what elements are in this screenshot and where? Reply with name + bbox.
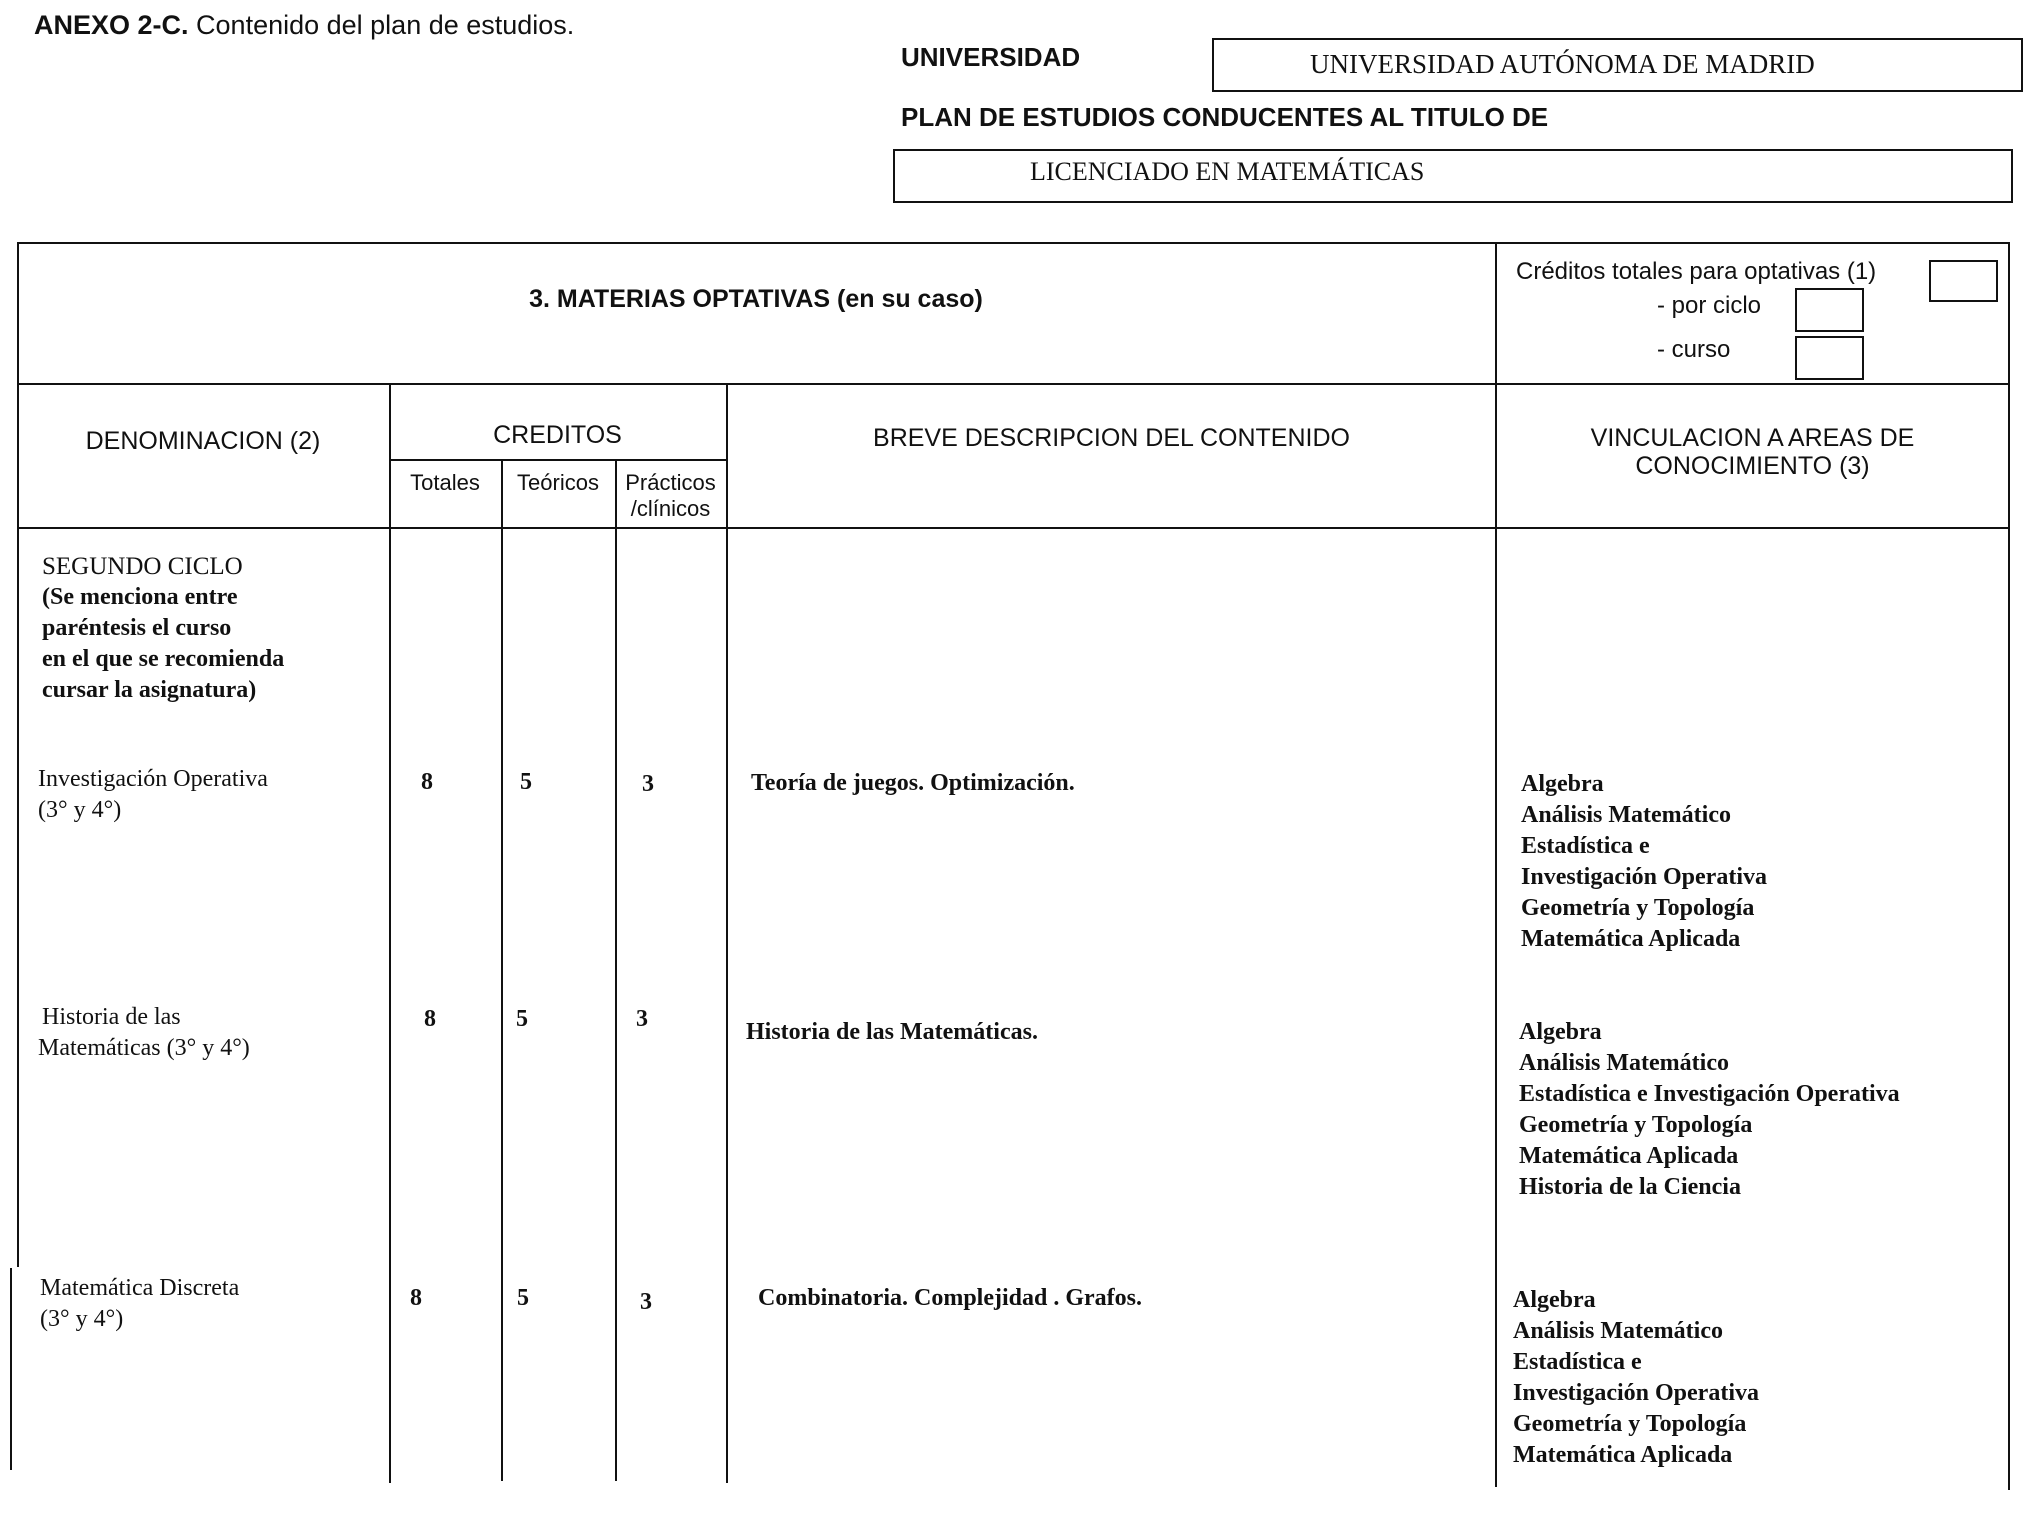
table-top-border (17, 242, 2010, 244)
area-item: Matemática Aplicada (1519, 1143, 1739, 1169)
creditos-totales: 8 (421, 769, 433, 795)
creditos-totales: 8 (410, 1285, 422, 1311)
col-practicos-line2: /clínicos (630, 496, 711, 521)
area-item: Análisis Matemático (1519, 1050, 1729, 1076)
subject-description: Teoría de juegos. Optimización. (751, 770, 1075, 796)
header-separator (17, 383, 2010, 385)
university-label: UNIVERSIDAD (901, 42, 1081, 72)
area-item: Algebra (1521, 771, 1604, 797)
area-item: Análisis Matemático (1513, 1318, 1723, 1344)
area-item: Estadística e (1513, 1349, 1642, 1375)
col-vinculacion (1497, 424, 2008, 480)
creditos-practicos: 3 (640, 1289, 652, 1315)
denominacion-divider (389, 383, 391, 1483)
area-item: Matemática Aplicada (1521, 926, 1741, 952)
area-item: Estadística e Investigación Operativa (1519, 1081, 1900, 1107)
creditos-totales: 8 (424, 1006, 436, 1032)
subject-description: Combinatoria. Complejidad . Grafos. (758, 1285, 1142, 1311)
creditos-teoricos: 5 (520, 769, 532, 795)
subject-name-line: (3° y 4°) (38, 797, 122, 823)
optativas-total-label: Créditos totales para optativas (1) (1516, 258, 1877, 285)
subject-description: Historia de las Matemáticas. (746, 1019, 1038, 1045)
subject-name-line: Investigación Operativa (38, 766, 268, 792)
subject-name-line: (3° y 4°) (40, 1306, 124, 1332)
university-value: UNIVERSIDAD AUTÓNOMA DE MADRID (1310, 49, 1815, 79)
subject-name (38, 764, 268, 826)
por-ciclo-label: - por ciclo (1657, 292, 1762, 319)
table-left-border-lower (10, 1268, 12, 1470)
ciclo-note-line: (Se menciona entre (42, 584, 238, 610)
area-item: Geometría y Topología (1513, 1411, 1747, 1437)
degree-plan-label: PLAN DE ESTUDIOS CONDUCENTES AL TITULO DE (901, 102, 1549, 132)
area-item: Geometría y Topología (1521, 895, 1755, 921)
creditos-teoricos: 5 (516, 1006, 528, 1032)
totales-divider (501, 459, 503, 1481)
area-item: Investigación Operativa (1521, 864, 1767, 890)
ciclo-note-line: paréntesis el curso (42, 615, 232, 641)
knowledge-areas (1513, 1285, 1759, 1471)
ciclo-title: SEGUNDO CICLO (42, 553, 243, 580)
descripcion-divider (726, 383, 728, 1483)
area-item: Algebra (1513, 1287, 1596, 1313)
area-item: Algebra (1519, 1019, 1602, 1045)
col-denominacion: DENOMINACION (2) (85, 427, 321, 455)
area-item: Matemática Aplicada (1513, 1442, 1733, 1468)
annex-title (34, 10, 574, 41)
por-ciclo-box[interactable] (1795, 288, 1864, 332)
creditos-practicos: 3 (636, 1006, 648, 1032)
annex-label: ANEXO 2-C. (34, 10, 189, 40)
section-title: 3. MATERIAS OPTATIVAS (en su caso) (529, 285, 983, 313)
subject-name (38, 1002, 250, 1064)
area-item: Estadística e (1521, 833, 1650, 859)
knowledge-areas (1521, 769, 1767, 955)
subject-name-line: Matemáticas (3° y 4°) (38, 1035, 250, 1061)
ciclo-note-line: cursar la asignatura) (42, 677, 257, 703)
col-totales: Totales (410, 470, 480, 495)
col-creditos: CREDITOS (493, 421, 622, 449)
curso-box[interactable] (1795, 336, 1864, 380)
optativas-total-box[interactable] (1929, 260, 1998, 302)
area-item: Análisis Matemático (1521, 802, 1731, 828)
degree-value: LICENCIADO EN MATEMÁTICAS (1030, 157, 1425, 186)
curso-label: - curso (1657, 336, 1731, 363)
subject-name-line: Matemática Discreta (40, 1275, 240, 1301)
subject-name-line: Historia de las (42, 1004, 181, 1030)
creditos-practicos: 3 (642, 771, 654, 797)
creditos-separator (389, 459, 728, 461)
col-vinculacion-line1: VINCULACION A AREAS DE (1590, 424, 1915, 452)
table-right-border (2008, 242, 2010, 1490)
table-left-border (17, 242, 19, 1267)
col-descripcion: BREVE DESCRIPCION DEL CONTENIDO (873, 424, 1350, 452)
teoricos-divider (615, 459, 617, 1481)
knowledge-areas (1519, 1017, 1900, 1203)
segundo-ciclo-note (42, 551, 284, 706)
col-practicos (615, 470, 726, 522)
column-header-bottom (17, 527, 2010, 529)
area-item: Geometría y Topología (1519, 1112, 1753, 1138)
col-teoricos: Teóricos (517, 470, 599, 495)
subject-name (40, 1273, 239, 1335)
col-vinculacion-line2: CONOCIMIENTO (3) (1635, 452, 1870, 480)
ciclo-note-line: en el que se recomienda (42, 646, 285, 672)
area-item: Historia de la Ciencia (1519, 1174, 1741, 1200)
creditos-teoricos: 5 (517, 1285, 529, 1311)
annex-description: Contenido del plan de estudios. (188, 10, 575, 40)
col-practicos-line1: Prácticos (625, 470, 716, 495)
area-item: Investigación Operativa (1513, 1380, 1759, 1406)
